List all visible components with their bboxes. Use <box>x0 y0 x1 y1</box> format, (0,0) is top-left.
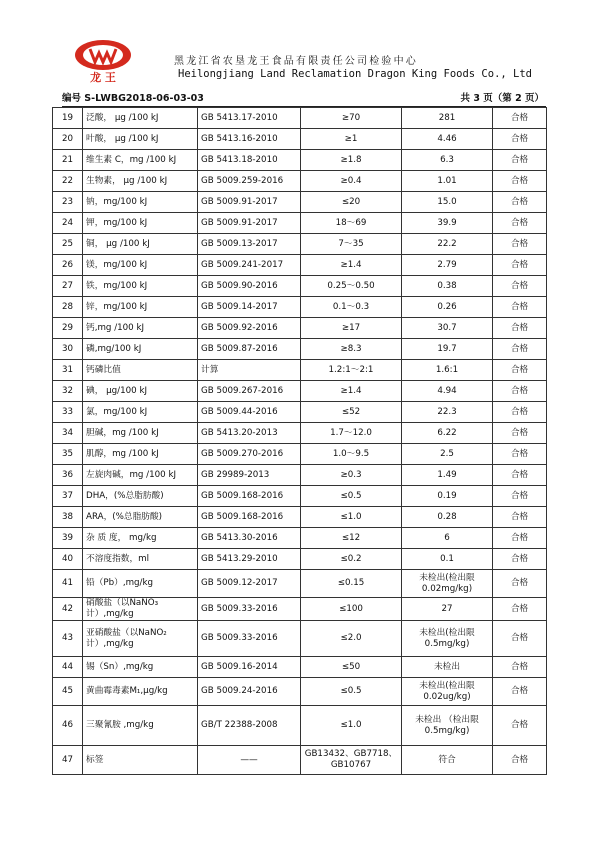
company-logo <box>66 38 140 84</box>
test-method: GB 5009.33-2016 <box>198 621 301 657</box>
row-number: 30 <box>53 339 83 360</box>
row-number: 20 <box>53 129 83 150</box>
standard-requirement: 0.1～0.3 <box>301 297 402 318</box>
row-number: 29 <box>53 318 83 339</box>
test-result: 281 <box>402 108 493 129</box>
standard-requirement: ≤52 <box>301 402 402 423</box>
row-number: 36 <box>53 465 83 486</box>
conclusion: 合格 <box>493 150 547 171</box>
test-method: GB 5009.87-2016 <box>198 339 301 360</box>
test-item: 亚硝酸盐（以NaNO₂计）,mg/kg <box>83 621 198 657</box>
test-item: 左旋肉碱，mg /100 kJ <box>83 465 198 486</box>
test-item: 泛酸， μg /100 kJ <box>83 108 198 129</box>
test-method: GB 5009.13-2017 <box>198 234 301 255</box>
conclusion: 合格 <box>493 108 547 129</box>
row-number: 33 <box>53 402 83 423</box>
report-number: 编号 S-LWBG2018-06-03-03 <box>62 93 204 104</box>
standard-requirement: ≤20 <box>301 192 402 213</box>
test-item: 铁，mg/100 kJ <box>83 276 198 297</box>
standard-requirement: ≥1.8 <box>301 150 402 171</box>
table-row <box>53 234 547 255</box>
test-result: 6.22 <box>402 423 493 444</box>
test-method: GB 5009.92-2016 <box>198 318 301 339</box>
test-result: 未检出 <box>402 657 493 678</box>
test-method: GB 5009.91-2017 <box>198 213 301 234</box>
row-number: 41 <box>53 570 83 598</box>
test-item: 硝酸盐（以NaNO₃计）,mg/kg <box>83 598 198 621</box>
test-item: 叶酸， μg /100 kJ <box>83 129 198 150</box>
standard-requirement: GB13432、GB7718、GB10767 <box>301 746 402 775</box>
row-number: 35 <box>53 444 83 465</box>
row-number: 47 <box>53 746 83 775</box>
row-number: 23 <box>53 192 83 213</box>
conclusion: 合格 <box>493 297 547 318</box>
test-result: 4.94 <box>402 381 493 402</box>
table-row <box>53 255 547 276</box>
logo-text: 龙 王 <box>90 71 116 84</box>
table-row <box>53 507 547 528</box>
conclusion: 合格 <box>493 276 547 297</box>
standard-requirement: ≥70 <box>301 108 402 129</box>
table-row <box>53 598 547 621</box>
table-row <box>53 150 547 171</box>
test-result: 0.1 <box>402 549 493 570</box>
conclusion: 合格 <box>493 402 547 423</box>
test-result: 39.9 <box>402 213 493 234</box>
table-row <box>53 108 547 129</box>
standard-requirement: 7～35 <box>301 234 402 255</box>
conclusion: 合格 <box>493 318 547 339</box>
test-result: 符合 <box>402 746 493 775</box>
test-result: 未检出 （检出限 0.5mg/kg) <box>402 706 493 746</box>
test-method: GB 5009.267-2016 <box>198 381 301 402</box>
conclusion: 合格 <box>493 339 547 360</box>
table-row <box>53 746 547 775</box>
conclusion: 合格 <box>493 528 547 549</box>
conclusion: 合格 <box>493 171 547 192</box>
test-method: GB 5009.44-2016 <box>198 402 301 423</box>
test-method: GB 5009.168-2016 <box>198 486 301 507</box>
test-item: 钠，mg/100 kJ <box>83 192 198 213</box>
row-number: 26 <box>53 255 83 276</box>
table-row <box>53 486 547 507</box>
standard-requirement: 1.7～12.0 <box>301 423 402 444</box>
test-result: 0.38 <box>402 276 493 297</box>
standard-requirement: ≤12 <box>301 528 402 549</box>
standard-requirement: 18～69 <box>301 213 402 234</box>
conclusion: 合格 <box>493 360 547 381</box>
standard-requirement: ≥0.4 <box>301 171 402 192</box>
conclusion: 合格 <box>493 465 547 486</box>
table-row <box>53 381 547 402</box>
table-row <box>53 657 547 678</box>
table-row <box>53 171 547 192</box>
conclusion: 合格 <box>493 549 547 570</box>
test-method: GB 5413.18-2010 <box>198 150 301 171</box>
conclusion: 合格 <box>493 570 547 598</box>
test-method: GB 5413.30-2016 <box>198 528 301 549</box>
test-result: 未检出(检出限 0.02ug/kg) <box>402 678 493 706</box>
standard-requirement: ≤0.15 <box>301 570 402 598</box>
row-number: 19 <box>53 108 83 129</box>
test-item: 钙,mg /100 kJ <box>83 318 198 339</box>
row-number: 44 <box>53 657 83 678</box>
test-method: GB 5009.259-2016 <box>198 171 301 192</box>
conclusion: 合格 <box>493 486 547 507</box>
test-item: 胆碱，mg /100 kJ <box>83 423 198 444</box>
standard-requirement: ≥0.3 <box>301 465 402 486</box>
test-item: DHA，(%总脂肪酸) <box>83 486 198 507</box>
conclusion: 合格 <box>493 598 547 621</box>
test-method: GB 5009.12-2017 <box>198 570 301 598</box>
test-method: GB 5009.33-2016 <box>198 598 301 621</box>
test-method: GB 5009.91-2017 <box>198 192 301 213</box>
test-result: 1.49 <box>402 465 493 486</box>
standard-requirement: ≤1.0 <box>301 706 402 746</box>
standard-requirement: ≤0.2 <box>301 549 402 570</box>
row-number: 27 <box>53 276 83 297</box>
test-result: 22.2 <box>402 234 493 255</box>
test-result: 6 <box>402 528 493 549</box>
test-item: 铜， μg /100 kJ <box>83 234 198 255</box>
standard-requirement: 0.25～0.50 <box>301 276 402 297</box>
row-number: 40 <box>53 549 83 570</box>
test-result: 0.26 <box>402 297 493 318</box>
row-number: 39 <box>53 528 83 549</box>
row-number: 38 <box>53 507 83 528</box>
standard-requirement: ≤1.0 <box>301 507 402 528</box>
test-method: GB 5413.29-2010 <box>198 549 301 570</box>
table-row <box>53 276 547 297</box>
row-number: 34 <box>53 423 83 444</box>
table-row <box>53 297 547 318</box>
test-method: GB 5009.168-2016 <box>198 507 301 528</box>
test-result: 0.28 <box>402 507 493 528</box>
standard-requirement: ≥1.4 <box>301 255 402 276</box>
table-row <box>53 528 547 549</box>
test-method: GB 5009.24-2016 <box>198 678 301 706</box>
test-item: 碘， μg/100 kJ <box>83 381 198 402</box>
row-number: 25 <box>53 234 83 255</box>
test-result: 未检出(检出限 0.5mg/kg) <box>402 621 493 657</box>
row-number: 21 <box>53 150 83 171</box>
test-method: 计算 <box>198 360 301 381</box>
row-number: 31 <box>53 360 83 381</box>
standard-requirement: ≤2.0 <box>301 621 402 657</box>
test-item: 肌醇，mg /100 kJ <box>83 444 198 465</box>
standard-requirement: ≥8.3 <box>301 339 402 360</box>
row-number: 45 <box>53 678 83 706</box>
test-method: GB 5413.17-2010 <box>198 108 301 129</box>
conclusion: 合格 <box>493 746 547 775</box>
table-row <box>53 678 547 706</box>
row-number: 32 <box>53 381 83 402</box>
table-row <box>53 129 547 150</box>
conclusion: 合格 <box>493 621 547 657</box>
company-name-en: Heilongjiang Land Reclamation Dragon King Foods Co., Ltd <box>178 68 533 80</box>
row-number: 24 <box>53 213 83 234</box>
test-item: 镁，mg/100 kJ <box>83 255 198 276</box>
test-result: 22.3 <box>402 402 493 423</box>
test-result: 2.5 <box>402 444 493 465</box>
standard-requirement: ≥17 <box>301 318 402 339</box>
test-method: GB 5009.270-2016 <box>198 444 301 465</box>
test-result: 4.46 <box>402 129 493 150</box>
table-row <box>53 444 547 465</box>
conclusion: 合格 <box>493 678 547 706</box>
test-method: GB 5413.20-2013 <box>198 423 301 444</box>
dragon-king-logo-icon <box>66 38 140 84</box>
table-row <box>53 570 547 598</box>
test-item: ARA，(%总脂肪酸) <box>83 507 198 528</box>
conclusion: 合格 <box>493 213 547 234</box>
table-row <box>53 213 547 234</box>
conclusion: 合格 <box>493 444 547 465</box>
test-item: 铅（Pb）,mg/kg <box>83 570 198 598</box>
conclusion: 合格 <box>493 234 547 255</box>
table-row <box>53 360 547 381</box>
test-result: 0.19 <box>402 486 493 507</box>
row-number: 37 <box>53 486 83 507</box>
row-number: 42 <box>53 598 83 621</box>
report-header <box>66 38 536 88</box>
conclusion: 合格 <box>493 129 547 150</box>
table-row <box>53 339 547 360</box>
test-item: 锡（Sn）,mg/kg <box>83 657 198 678</box>
test-method: GB 5009.14-2017 <box>198 297 301 318</box>
test-item: 钾，mg/100 kJ <box>83 213 198 234</box>
test-item: 钙磷比值 <box>83 360 198 381</box>
company-name-cn: 黑龙江省农垦龙王食品有限责任公司检验中心 <box>174 56 418 67</box>
table-row <box>53 706 547 746</box>
table-row <box>53 318 547 339</box>
standard-requirement: ≤0.5 <box>301 486 402 507</box>
conclusion: 合格 <box>493 507 547 528</box>
row-number: 22 <box>53 171 83 192</box>
row-number: 28 <box>53 297 83 318</box>
test-result: 2.79 <box>402 255 493 276</box>
table-row <box>53 465 547 486</box>
test-result: 未检出(检出限 0.02mg/kg) <box>402 570 493 598</box>
results-table-body <box>53 108 547 775</box>
standard-requirement: ≤100 <box>301 598 402 621</box>
test-item: 氯，mg/100 kJ <box>83 402 198 423</box>
conclusion: 合格 <box>493 657 547 678</box>
standard-requirement: ≤0.5 <box>301 678 402 706</box>
table-row <box>53 402 547 423</box>
conclusion: 合格 <box>493 255 547 276</box>
table-row <box>53 423 547 444</box>
test-result: 27 <box>402 598 493 621</box>
standard-requirement: ≤50 <box>301 657 402 678</box>
row-number: 43 <box>53 621 83 657</box>
test-result: 15.0 <box>402 192 493 213</box>
row-number: 46 <box>53 706 83 746</box>
test-method: GB/T 22388-2008 <box>198 706 301 746</box>
standard-requirement: 1.0～9.5 <box>301 444 402 465</box>
test-item: 黄曲霉毒素M₁,μg/kg <box>83 678 198 706</box>
report-meta <box>62 90 544 106</box>
test-item: 杂 质 度， mg/kg <box>83 528 198 549</box>
conclusion: 合格 <box>493 706 547 746</box>
test-item: 标签 <box>83 746 198 775</box>
test-method: GB 5009.241-2017 <box>198 255 301 276</box>
test-result: 30.7 <box>402 318 493 339</box>
table-row <box>53 192 547 213</box>
test-result: 1.01 <box>402 171 493 192</box>
test-result: 1.6:1 <box>402 360 493 381</box>
table-row <box>53 549 547 570</box>
test-result: 19.7 <box>402 339 493 360</box>
conclusion: 合格 <box>493 192 547 213</box>
standard-requirement: ≥1.4 <box>301 381 402 402</box>
test-method: GB 5009.16-2014 <box>198 657 301 678</box>
test-item: 维生素 C，mg /100 kJ <box>83 150 198 171</box>
page-indicator: 共 3 页（第 2 页） <box>460 93 544 104</box>
results-table <box>52 107 547 775</box>
standard-requirement: ≥1 <box>301 129 402 150</box>
conclusion: 合格 <box>493 381 547 402</box>
test-method: —— <box>198 746 301 775</box>
test-item: 锌，mg/100 kJ <box>83 297 198 318</box>
test-item: 不溶度指数，ml <box>83 549 198 570</box>
test-method: GB 29989-2013 <box>198 465 301 486</box>
test-item: 三聚氰胺 ,mg/kg <box>83 706 198 746</box>
test-item: 生物素， μg /100 kJ <box>83 171 198 192</box>
test-method: GB 5009.90-2016 <box>198 276 301 297</box>
test-result: 6.3 <box>402 150 493 171</box>
table-row <box>53 621 547 657</box>
test-method: GB 5413.16-2010 <box>198 129 301 150</box>
standard-requirement: 1.2:1～2:1 <box>301 360 402 381</box>
test-item: 磷,mg/100 kJ <box>83 339 198 360</box>
conclusion: 合格 <box>493 423 547 444</box>
